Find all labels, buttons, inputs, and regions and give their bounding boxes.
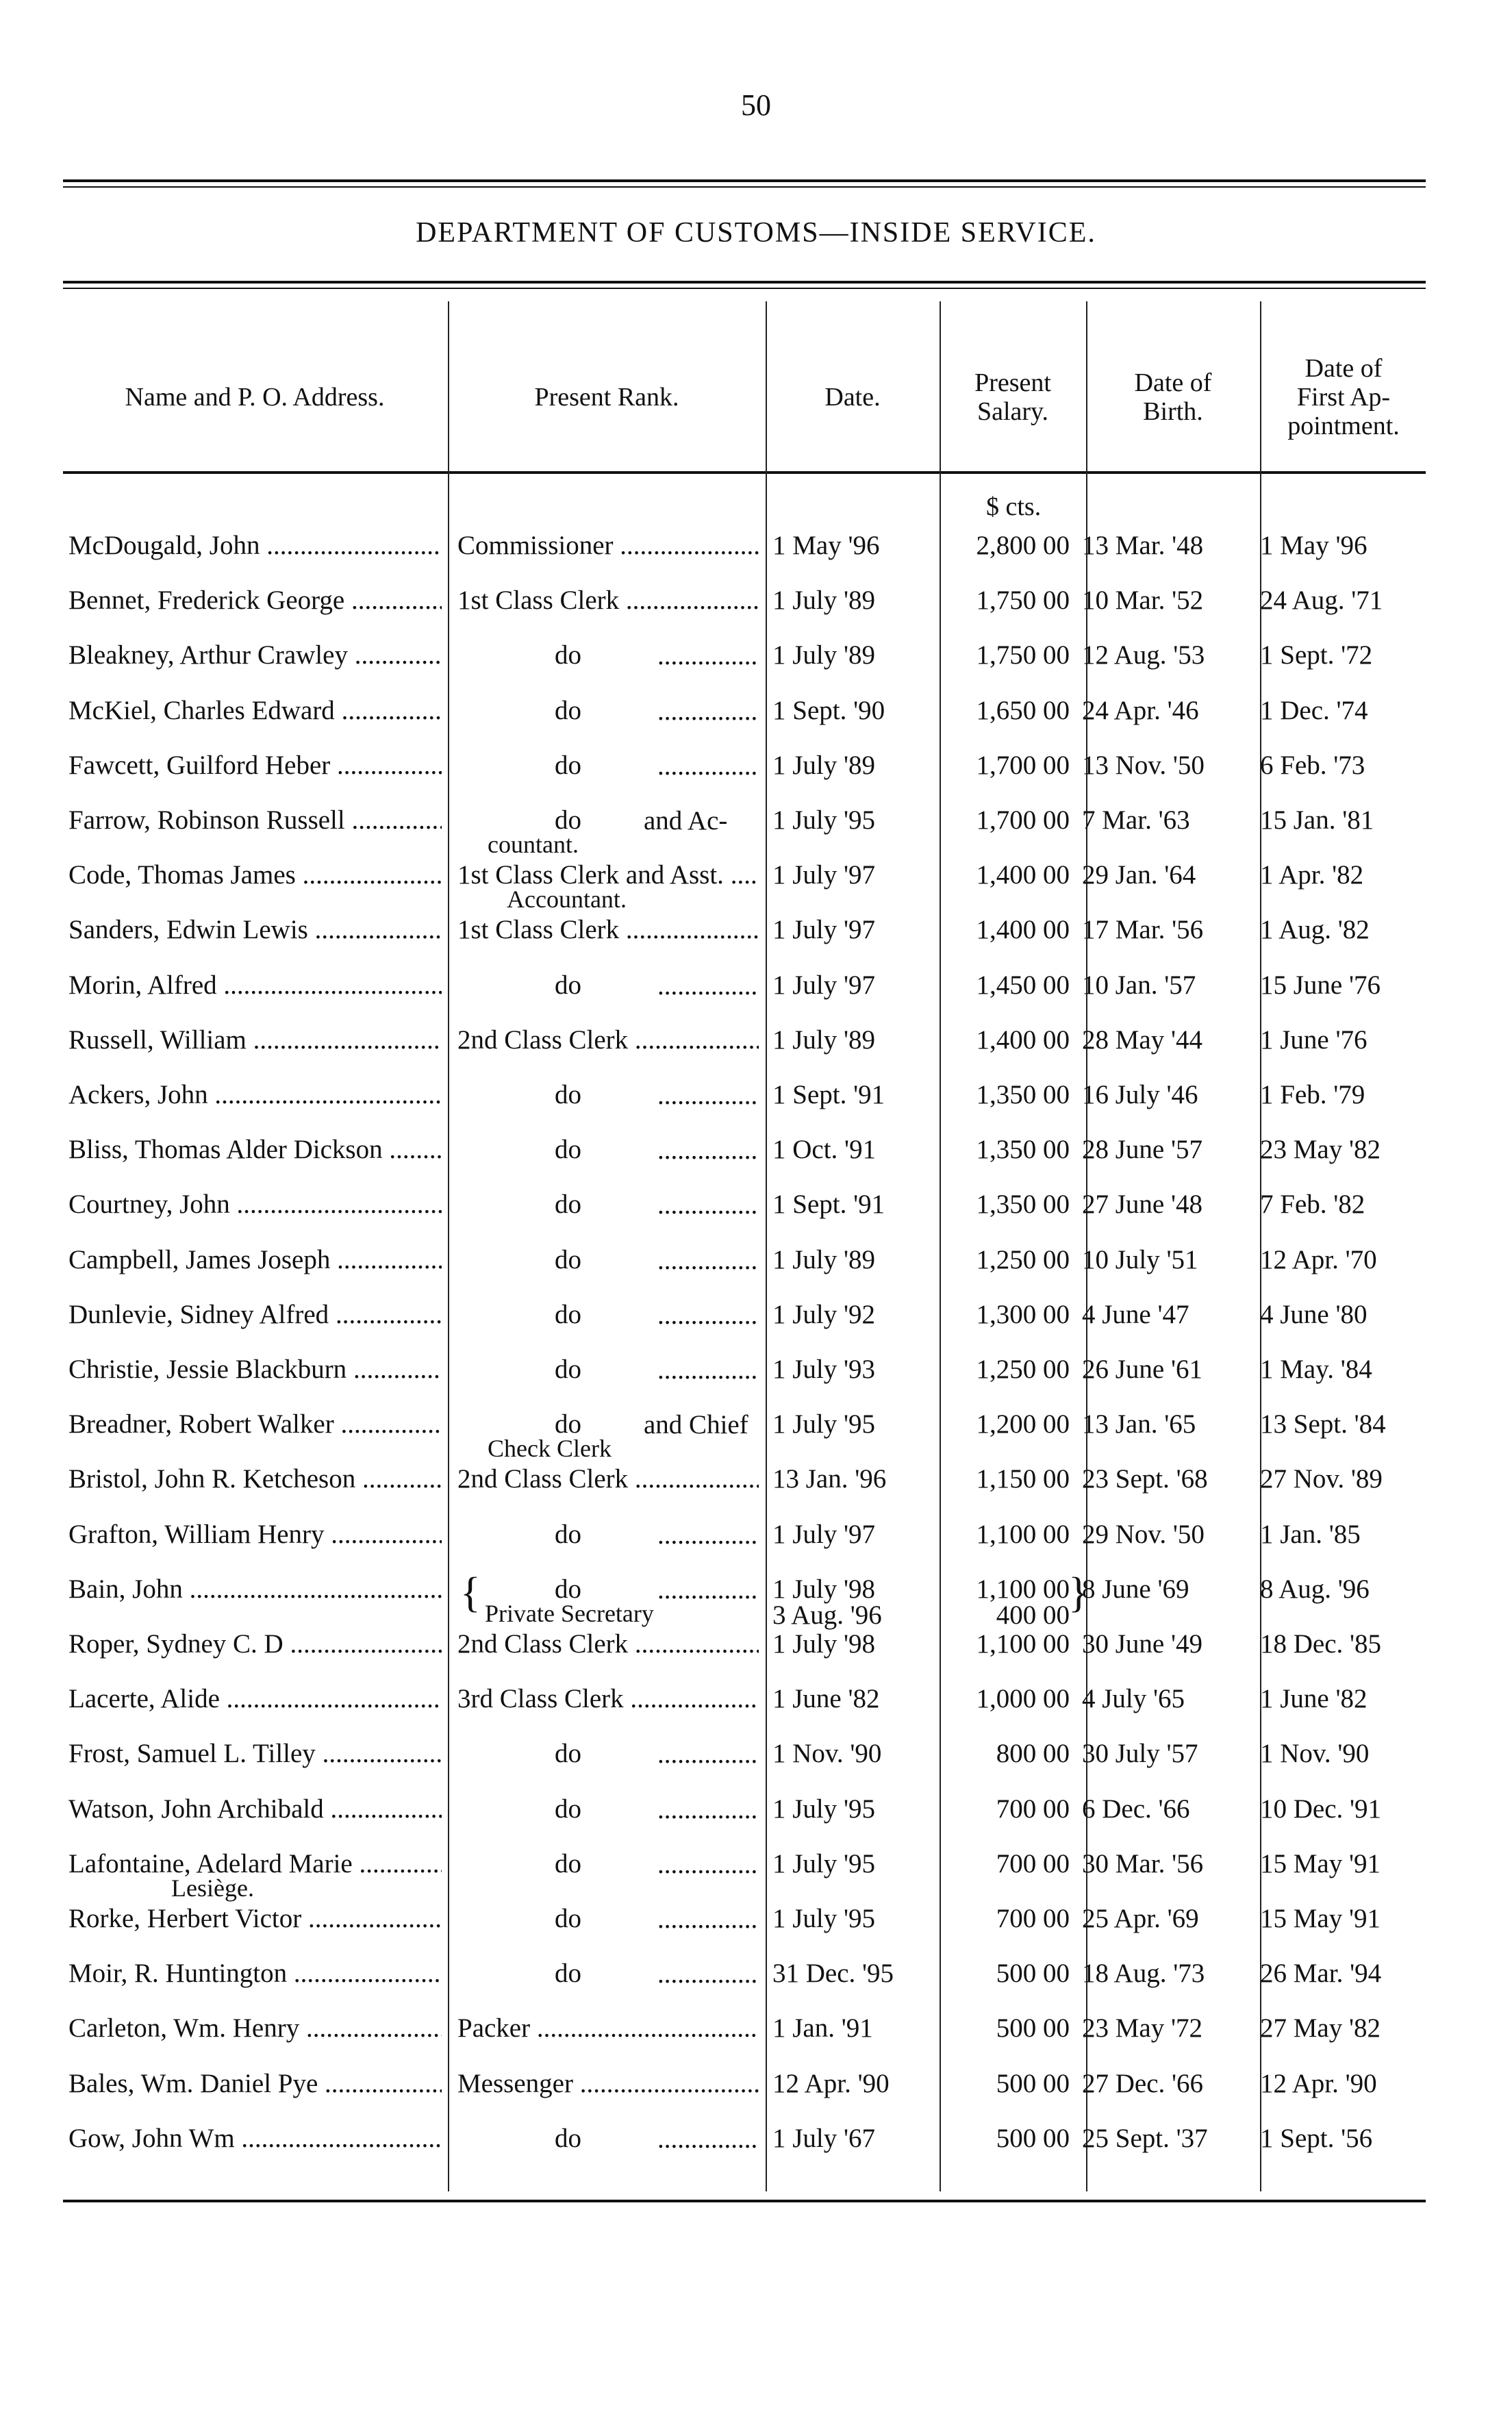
table-row (0, 1135, 1512, 1176)
leader-dots (657, 1904, 759, 1935)
leader-dots (657, 1355, 759, 1385)
date-of-birth: 28 June '57 (1082, 1135, 1203, 1164)
employee-name: McKiel, Charles Edward ..... (68, 696, 442, 726)
date-of-birth: 10 Jan. '57 (1082, 970, 1196, 1000)
date-of-first-appointment: 12 Apr. '90 (1260, 2069, 1377, 2098)
present-salary: 1,700 00 (976, 751, 1070, 780)
leader-dots (657, 1135, 759, 1166)
employee-name: Rorke, Herbert Victor ..... (68, 1904, 442, 1934)
leader-dots (657, 2124, 759, 2154)
date-of-birth: 29 Nov. '50 (1082, 1520, 1205, 1549)
date-of-birth: 17 Mar. '56 (1082, 915, 1204, 944)
employee-name: Gow, John Wm ..... (68, 2124, 442, 2154)
date-of-birth: 30 June '49 (1082, 1629, 1203, 1659)
date-of-birth: 7 Mar. '63 (1082, 805, 1190, 835)
present-rank: do (555, 1245, 581, 1274)
present-rank: do (555, 1794, 581, 1824)
rank-date: 1 Oct. '91 (772, 1135, 877, 1164)
date-of-first-appointment: 27 Nov. '89 (1260, 1464, 1383, 1494)
table-row (0, 2069, 1512, 2110)
leader-dots (657, 1080, 759, 1111)
date-of-birth: 12 Aug. '53 (1082, 640, 1205, 670)
date-of-birth: 30 July '57 (1082, 1739, 1198, 1768)
header-date: Date. (824, 383, 881, 412)
table-row (0, 1300, 1512, 1341)
date-of-birth: 23 Sept. '68 (1082, 1464, 1208, 1494)
rank-date: 1 July '98 (772, 1574, 876, 1604)
present-rank: do (555, 696, 581, 725)
present-rank: do (555, 1849, 581, 1878)
header-rank: Present Rank. (534, 383, 679, 412)
rank-date: 1 July '95 (772, 1849, 876, 1878)
date-of-first-appointment: 7 Feb. '82 (1260, 1190, 1365, 1219)
employee-name: Morin, Alfred ..... (68, 970, 442, 1001)
date-of-first-appointment: 6 Feb. '73 (1260, 751, 1365, 780)
table-row (0, 2013, 1512, 2054)
rank-date: 1 July '67 (772, 2124, 876, 2153)
present-salary: 700 00 (996, 1849, 1070, 1878)
table-row (0, 915, 1512, 956)
date-of-first-appointment: 1 May '96 (1260, 531, 1368, 560)
rank-date: 1 July '89 (772, 640, 876, 670)
date-of-birth: 13 Mar. '48 (1082, 531, 1204, 560)
date-of-first-appointment: 1 June '76 (1260, 1025, 1368, 1055)
present-rank: 3rd Class Clerk ..... (457, 1684, 759, 1714)
present-rank: 1st Class Clerk and Asst. ..... (457, 860, 759, 890)
table-row (0, 805, 1512, 858)
date-of-birth: 25 Apr. '69 (1082, 1904, 1199, 1933)
leader-dots (657, 751, 759, 781)
employee-name: Lafontaine, Adelard Marie ..... (68, 1849, 442, 1879)
leader-dots (657, 1794, 759, 1825)
date-of-birth: 10 Mar. '52 (1082, 586, 1204, 615)
table-row (0, 1794, 1512, 1835)
leader-dots (657, 1849, 759, 1880)
present-rank: do (555, 1355, 581, 1384)
department-title: DEPARTMENT OF CUSTOMS—INSIDE SERVICE. (416, 217, 1096, 249)
present-rank: do (555, 1739, 581, 1768)
present-rank: do (555, 970, 581, 1000)
present-rank: 2nd Class Clerk ..... (457, 1629, 759, 1659)
rank-date: 1 May '96 (772, 531, 880, 560)
employee-name: Bliss, Thomas Alder Dickson ..... (68, 1135, 442, 1165)
rank-date: 1 July '89 (772, 1245, 876, 1274)
present-salary: 2,800 00 (976, 531, 1070, 560)
present-rank-continuation: Accountant. (507, 885, 627, 913)
date-of-birth: 10 July '51 (1082, 1245, 1198, 1274)
present-salary: 1,200 00 (976, 1409, 1070, 1439)
date-of-birth: 24 Apr. '46 (1082, 696, 1199, 725)
date-of-first-appointment: 1 Aug. '82 (1260, 915, 1370, 944)
header-birth: Date of Birth. (1134, 368, 1212, 426)
present-salary: 1,250 00 (976, 1355, 1070, 1384)
present-rank: do (555, 640, 581, 670)
table-row (0, 1080, 1512, 1121)
present-salary: 1,350 00 (976, 1080, 1070, 1109)
table-row (0, 640, 1512, 681)
rank-date: 1 July '92 (772, 1300, 876, 1329)
present-salary: 800 00 (996, 1739, 1070, 1768)
present-rank: do (555, 1520, 581, 1549)
present-rank: Messenger ..... (457, 2069, 759, 2099)
rank-date: 1 Jan. '91 (772, 2013, 873, 2043)
present-salary: 1,400 00 (976, 1025, 1070, 1055)
date-of-birth: 30 Mar. '56 (1082, 1849, 1204, 1878)
date-of-first-appointment: 15 May '91 (1260, 1849, 1381, 1878)
date-of-first-appointment: 18 Dec. '85 (1260, 1629, 1382, 1659)
rank-date: 12 Apr. '90 (772, 2069, 890, 2098)
leader-dots (657, 1739, 759, 1770)
leader-dots (657, 1520, 759, 1550)
leader-dots (657, 1245, 759, 1276)
employee-name: Frost, Samuel L. Tilley ..... (68, 1739, 442, 1769)
date-of-birth: 28 May '44 (1082, 1025, 1203, 1055)
title-rule (63, 281, 1426, 289)
employee-name: Ackers, John ..... (68, 1080, 442, 1110)
present-rank: Commissioner ..... (457, 531, 759, 561)
rank-extra: and Ac- (644, 806, 728, 835)
rank-extra: and Chief (644, 1410, 748, 1439)
date-of-birth: 16 July '46 (1082, 1080, 1198, 1109)
date-of-birth: 18 Aug. '73 (1082, 1959, 1205, 1988)
currency-header: $ cts. (986, 492, 1042, 521)
employee-name: Russell, William ..... (68, 1025, 442, 1055)
employee-name: Roper, Sydney C. D ..... (68, 1629, 442, 1659)
table-row (0, 1409, 1512, 1462)
present-salary: 1,450 00 (976, 970, 1070, 1000)
table-row (0, 1904, 1512, 1945)
present-salary: 700 00 (996, 1904, 1070, 1933)
leader-dots (657, 970, 759, 1001)
employee-name: Farrow, Robinson Russell ..... (68, 805, 442, 835)
employee-name-continuation: Lesiège. (171, 1874, 254, 1902)
table-row (0, 531, 1512, 572)
present-salary: 700 00 (996, 1794, 1070, 1824)
present-salary: 1,100 00 (976, 1520, 1070, 1549)
header-salary: Present Salary. (974, 368, 1051, 426)
present-salary: 500 00 (996, 2124, 1070, 2153)
leader-dots (657, 1574, 759, 1605)
date-of-first-appointment: 1 Feb. '79 (1260, 1080, 1365, 1109)
table-row (0, 1959, 1512, 2000)
leader-dots (657, 640, 759, 671)
date-of-first-appointment: 1 Apr. '82 (1260, 860, 1364, 890)
employee-name: Grafton, William Henry ..... (68, 1520, 442, 1550)
top-rule (63, 179, 1426, 188)
header-first-appointment: Date of First Ap- pointment. (1287, 354, 1400, 440)
rank-date: 1 July '95 (772, 805, 876, 835)
date-of-first-appointment: 1 Dec. '74 (1260, 696, 1368, 725)
rank-date: 1 July '89 (772, 751, 876, 780)
date-of-first-appointment: 1 Nov. '90 (1260, 1739, 1370, 1768)
table-row (0, 1849, 1512, 1902)
present-rank: do (555, 1190, 581, 1219)
employee-name: Fawcett, Guilford Heber ..... (68, 751, 442, 781)
present-rank: 2nd Class Clerk ..... (457, 1025, 759, 1055)
present-salary: 1,750 00 (976, 586, 1070, 615)
present-salary: 1,250 00 (976, 1245, 1070, 1274)
present-rank: do (555, 1409, 581, 1439)
rank-date: 1 July '97 (772, 1520, 876, 1549)
table-row (0, 1355, 1512, 1396)
table-row (0, 2124, 1512, 2165)
rank-date: 1 Sept. '91 (772, 1190, 885, 1219)
rank-date: 1 Nov. '90 (772, 1739, 882, 1768)
rank-date: 1 July '97 (772, 860, 876, 890)
employee-name: Bennet, Frederick George ..... (68, 586, 442, 616)
present-rank: do (555, 1574, 581, 1604)
present-rank: 1st Class Clerk ..... (457, 586, 759, 616)
present-rank: do (555, 751, 581, 780)
present-salary: 1,100 00 (976, 1629, 1070, 1659)
present-salary: 1,400 00 (976, 915, 1070, 944)
table-row (0, 970, 1512, 1011)
date-of-first-appointment: 1 May. '84 (1260, 1355, 1372, 1384)
table-row (0, 1245, 1512, 1286)
table-row (0, 1629, 1512, 1670)
present-rank: Packer ..... (457, 2013, 759, 2044)
table-row (0, 696, 1512, 737)
date-of-birth: 13 Nov. '50 (1082, 751, 1205, 780)
table-row (0, 1684, 1512, 1725)
table-row (0, 1739, 1512, 1780)
date-of-first-appointment: 1 Sept. '56 (1260, 2124, 1373, 2153)
present-rank-continuation: Check Clerk (488, 1435, 612, 1462)
date-of-first-appointment: 27 May '82 (1260, 2013, 1381, 2043)
employee-name: Breadner, Robert Walker ..... (68, 1409, 442, 1439)
rank-date: 1 July '89 (772, 1025, 876, 1055)
employee-name: Lacerte, Alide ..... (68, 1684, 442, 1714)
date-of-birth: 27 June '48 (1082, 1190, 1203, 1219)
present-salary: 500 00 (996, 1959, 1070, 1988)
rank-date: 1 Sept. '91 (772, 1080, 885, 1109)
page-number: 50 (741, 88, 771, 122)
present-rank: do (555, 1904, 581, 1933)
table-row (0, 860, 1512, 913)
date-of-first-appointment: 1 June '82 (1260, 1684, 1368, 1713)
rank-date: 1 July '97 (772, 970, 876, 1000)
employee-name: McDougald, John ..... (68, 531, 442, 561)
table-row (0, 1190, 1512, 1231)
header-name: Name and P. O. Address. (125, 383, 385, 412)
present-salary-secondary: 400 00 (996, 1600, 1070, 1630)
date-of-first-appointment: 15 May '91 (1260, 1904, 1381, 1933)
employee-name: Carleton, Wm. Henry ..... (68, 2013, 442, 2044)
date-of-birth: 6 Dec. '66 (1082, 1794, 1190, 1824)
employee-name: Courtney, John ..... (68, 1190, 442, 1220)
employee-name: Bain, John ..... (68, 1574, 442, 1605)
employee-name: Campbell, James Joseph ..... (68, 1245, 442, 1275)
employee-name: Bales, Wm. Daniel Pye ..... (68, 2069, 442, 2099)
leader-dots (657, 696, 759, 727)
date-of-birth: 8 June '69 (1082, 1574, 1189, 1604)
rank-date: 1 June '82 (772, 1684, 880, 1713)
present-salary: 1,000 00 (976, 1684, 1070, 1713)
date-of-first-appointment: 1 Sept. '72 (1260, 640, 1373, 670)
present-salary: 1,350 00 (976, 1190, 1070, 1219)
date-of-first-appointment: 23 May '82 (1260, 1135, 1381, 1164)
table-row (0, 1025, 1512, 1066)
employee-name: Dunlevie, Sidney Alfred ..... (68, 1300, 442, 1330)
present-rank: do (555, 805, 581, 835)
rank-date: 1 July '93 (772, 1355, 876, 1384)
employee-name: Bristol, John R. Ketcheson ..... (68, 1464, 442, 1494)
present-rank: do (555, 1959, 581, 1988)
present-rank: do (555, 1080, 581, 1109)
present-salary: 1,650 00 (976, 696, 1070, 725)
present-salary: 1,400 00 (976, 860, 1070, 890)
employee-name: Watson, John Archibald ..... (68, 1794, 442, 1824)
rank-date: 13 Jan. '96 (772, 1464, 887, 1494)
date-of-birth: 25 Sept. '37 (1082, 2124, 1208, 2153)
present-salary: 1,100 00 (976, 1574, 1070, 1604)
date-of-first-appointment: 4 June '80 (1260, 1300, 1368, 1329)
present-rank: 1st Class Clerk ..... (457, 915, 759, 945)
left-brace: { (460, 1570, 481, 1616)
present-salary: 1,150 00 (976, 1464, 1070, 1494)
date-of-first-appointment: 12 Apr. '70 (1260, 1245, 1377, 1274)
employee-name: Christie, Jessie Blackburn ..... (68, 1355, 442, 1385)
rank-date: 1 July '95 (772, 1904, 876, 1933)
present-salary: 1,300 00 (976, 1300, 1070, 1329)
rank-date: 31 Dec. '95 (772, 1959, 894, 1988)
date-of-first-appointment: 1 Jan. '85 (1260, 1520, 1361, 1549)
date-of-first-appointment: 10 Dec. '91 (1260, 1794, 1382, 1824)
leader-dots (657, 1959, 759, 1989)
present-rank: do (555, 1300, 581, 1329)
present-rank: do (555, 2124, 581, 2153)
right-brace: } (1068, 1570, 1089, 1616)
date-of-first-appointment: 13 Sept. '84 (1260, 1409, 1386, 1439)
bottom-rule (63, 2200, 1426, 2202)
employee-name: Moir, R. Huntington ..... (68, 1959, 442, 1989)
header-rule (63, 471, 1426, 474)
present-salary: 500 00 (996, 2069, 1070, 2098)
employee-name: Sanders, Edwin Lewis ..... (68, 915, 442, 945)
present-rank: do (555, 1135, 581, 1164)
table-row (0, 1520, 1512, 1561)
table-row (0, 1464, 1512, 1505)
date-of-first-appointment: 24 Aug. '71 (1260, 586, 1383, 615)
table-row (0, 586, 1512, 627)
employee-name: Code, Thomas James ..... (68, 860, 442, 890)
date-of-first-appointment: 15 June '76 (1260, 970, 1381, 1000)
rank-date: 1 July '98 (772, 1629, 876, 1659)
date-of-first-appointment: 15 Jan. '81 (1260, 805, 1374, 835)
table-row (0, 1570, 1512, 1630)
present-salary: 1,700 00 (976, 805, 1070, 835)
rank-date: 1 July '95 (772, 1794, 876, 1824)
rank-date: 1 July '89 (772, 586, 876, 615)
present-rank-continuation: countant. (488, 831, 579, 858)
present-salary: 1,350 00 (976, 1135, 1070, 1164)
date-of-birth: 27 Dec. '66 (1082, 2069, 1204, 2098)
rank-date-secondary: 3 Aug. '96 (772, 1600, 882, 1630)
present-rank: 2nd Class Clerk ..... (457, 1464, 759, 1494)
leader-dots (657, 1190, 759, 1220)
present-rank-continuation: Private Secretary (485, 1600, 654, 1627)
date-of-birth: 4 June '47 (1082, 1300, 1189, 1329)
table-row (0, 751, 1512, 792)
date-of-birth: 13 Jan. '65 (1082, 1409, 1196, 1439)
present-salary: 500 00 (996, 2013, 1070, 2043)
employee-name: Bleakney, Arthur Crawley ..... (68, 640, 442, 670)
rank-date: 1 July '95 (772, 1409, 876, 1439)
date-of-first-appointment: 26 Mar. '94 (1260, 1959, 1382, 1988)
present-salary: 1,750 00 (976, 640, 1070, 670)
leader-dots (657, 1300, 759, 1331)
date-of-birth: 26 June '61 (1082, 1355, 1203, 1384)
rank-date: 1 Sept. '90 (772, 696, 885, 725)
date-of-first-appointment: 8 Aug. '96 (1260, 1574, 1370, 1604)
date-of-birth: 29 Jan. '64 (1082, 860, 1196, 890)
date-of-birth: 23 May '72 (1082, 2013, 1203, 2043)
rank-date: 1 July '97 (772, 915, 876, 944)
date-of-birth: 4 July '65 (1082, 1684, 1185, 1713)
